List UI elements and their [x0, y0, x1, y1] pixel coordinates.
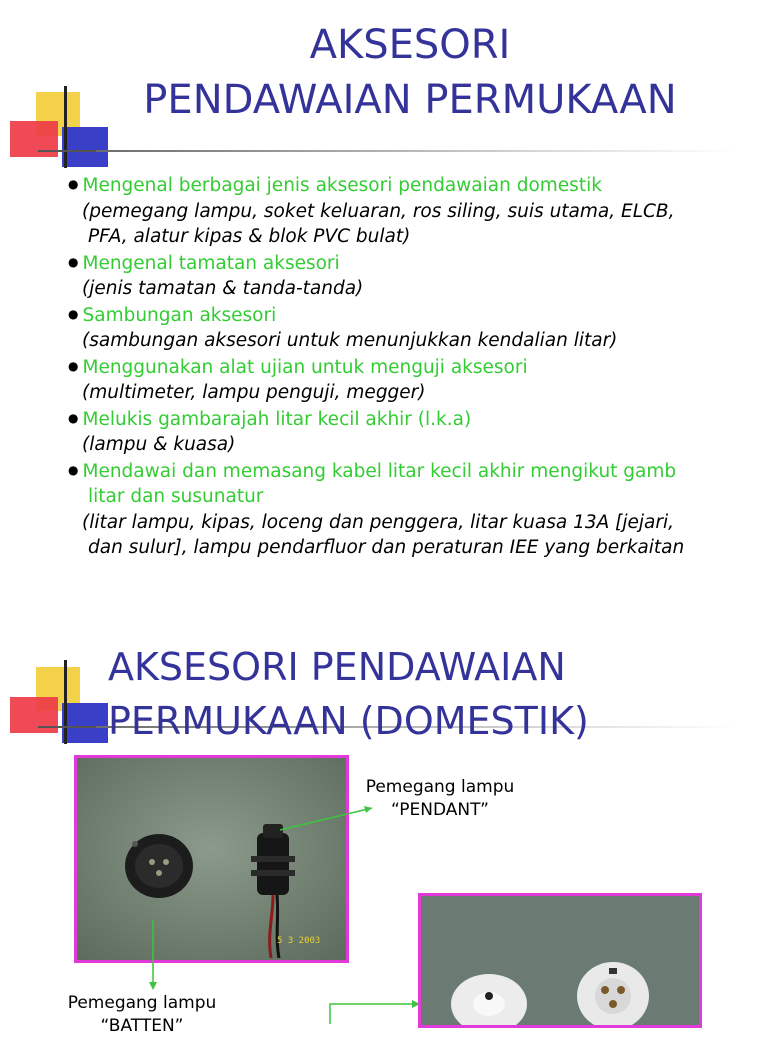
list-item-continuation: litar dan susunatur — [88, 486, 264, 507]
list-item-note: (sambungan aksesori untuk menunjukkan kendalian litar) — [82, 330, 618, 351]
caption-batten-line-1: Pemegang lampu — [67, 993, 217, 1013]
list-item-note: PFA, alatur kipas & blok PVC bulat) — [88, 226, 411, 247]
ceiling-rose-image — [421, 896, 699, 1027]
slide-2-title-line-2: PERMUKAAN (DOMESTIK) — [108, 699, 589, 743]
title-line-2: PENDAWAIAN PERMUKAAN — [143, 77, 677, 123]
list-item-note: (pemegang lampu, soket keluaran, ros siling, suis utama, ELCB, — [82, 200, 675, 222]
caption-pendant-line-1: Pemegang lampu — [365, 777, 515, 797]
list-item-note: (multimeter, lampu penguji, megger) — [82, 382, 426, 403]
list-item-note: (lampu & kuasa) — [82, 434, 236, 455]
list-item: ● Mendawai dan memasang kabel litar kecil akhir mengikut gamb — [68, 460, 677, 482]
caption-pendant-line-2: “PENDANT” — [391, 800, 489, 820]
list-item: ● Mengenal tamatan aksesori — [68, 252, 340, 274]
photo-date-stamp: 5 3 2003 — [277, 936, 321, 946]
bullet-icon: ● — [68, 177, 79, 191]
list-item-note: (jenis tamatan & tanda-tanda) — [82, 278, 364, 299]
arrow-pendant-head — [364, 806, 372, 813]
list-item: ● Sambungan aksesori — [68, 304, 277, 326]
slide-2-title-line-1: AKSESORI PENDAWAIAN — [108, 645, 566, 689]
list-item: ● Melukis gambarajah litar kecil akhir (l.k.a) — [68, 408, 472, 430]
bullet-icon: ● — [68, 462, 79, 477]
list-item: ● Menggunakan alat ujian untuk menguji aksesori — [68, 356, 528, 378]
bullet-icon: ● — [68, 254, 79, 269]
bullet-icon: ● — [68, 306, 79, 321]
list-item: ● Mengenal berbagai jenis aksesori pendawaian domestik — [68, 175, 602, 196]
list-item-note: (litar lampu, kipas, loceng dan penggera, litar kuasa 13A [jejari, — [82, 511, 675, 533]
ceiling-rose-photo — [418, 893, 702, 1028]
bullet-icon: ● — [68, 410, 79, 425]
bullet-icon: ● — [68, 358, 79, 373]
arrow-batten-head — [149, 982, 157, 990]
arrow-ceiling-rose — [330, 1004, 420, 1024]
arrow-pendant — [280, 808, 372, 830]
caption-batten — [44, 992, 240, 1038]
caption-batten-line-2: “BATTEN” — [100, 1016, 184, 1036]
title-line-1: AKSESORI — [309, 22, 511, 68]
list-item-note: dan sulur], lampu pendarfluor dan peraturan IEE yang berkaitan — [88, 537, 685, 558]
